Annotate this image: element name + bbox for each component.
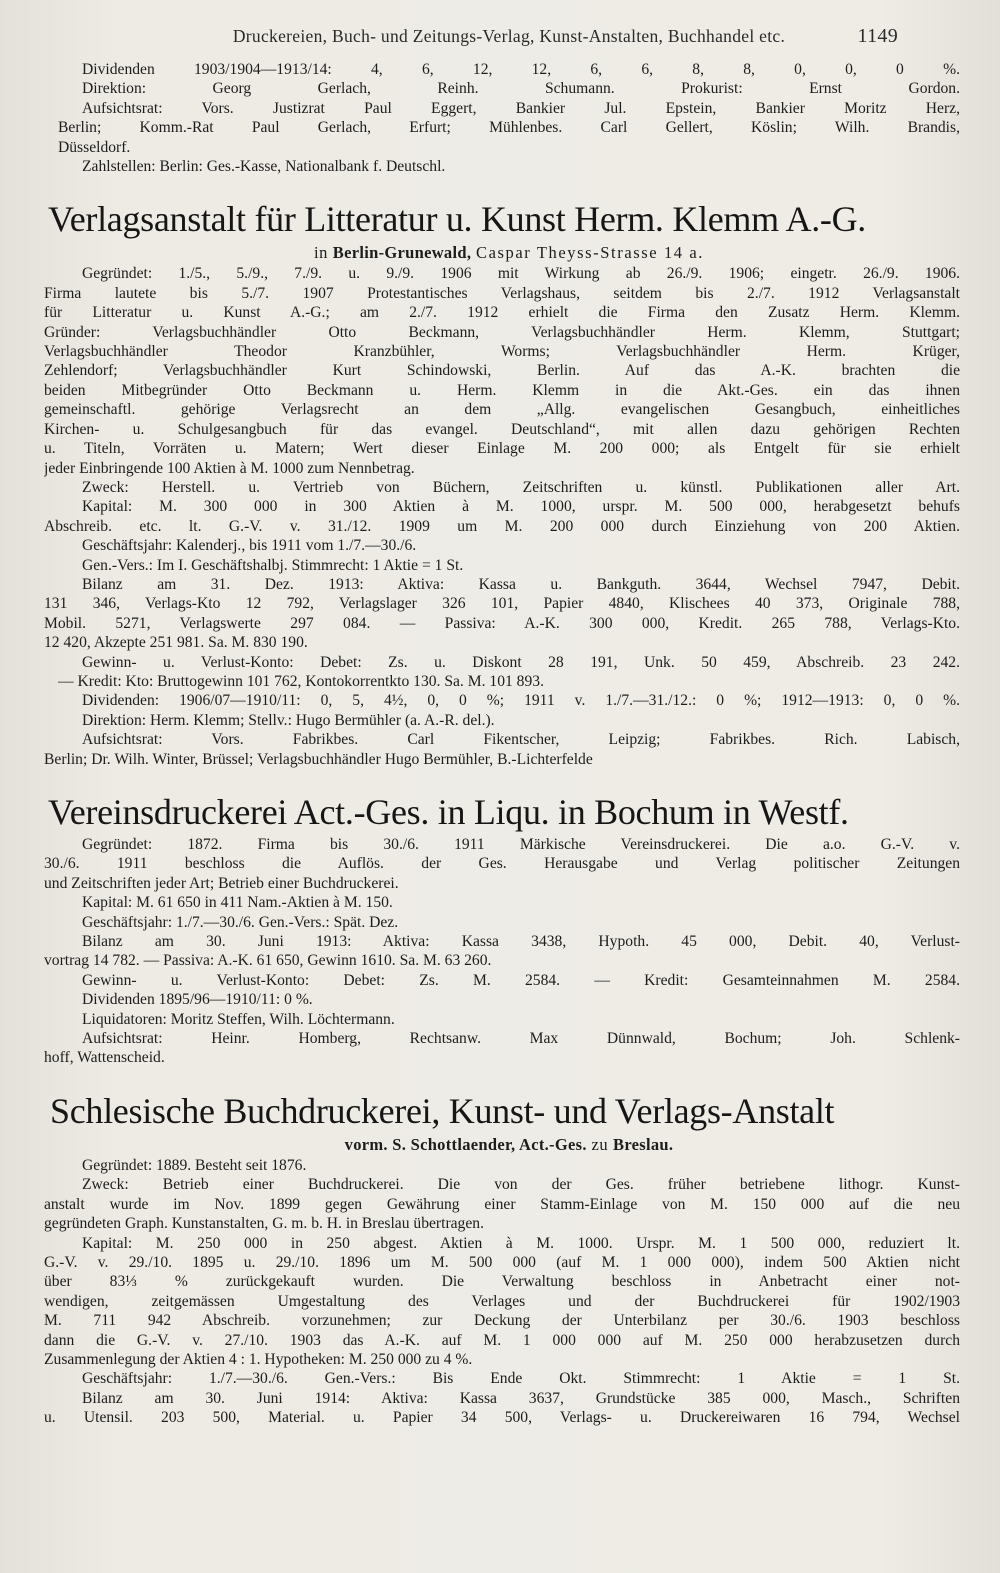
company-title: Vereinsdruckerei Act.-Ges. in Liqu. in Bochum in Westf. [48,792,849,832]
fiscal-year-line: Geschäftsjahr: Kalenderj., bis 1911 vom 1./7.—30./6. [82,537,417,555]
supervisory-board-line: Aufsichtsrat: Heinr. Homberg, Rechtsanw. Max Dünnwald, Bochum; Joh. Schlenk- [82,1030,960,1048]
body-line: Verlagsbuchhändler Theodor Kranzbühler, Worms; Verlagsbuchhändler Herm. Krüger, [44,343,960,361]
profit-loss-line: Gewinn- u. Verlust-Konto: Debet: Zs. u. Diskont 28 191, Unk. 50 459, Abschreib. 23 242. [82,653,960,671]
body-line: über 83⅓ % zurückgekauft wurden. Die Verwaltung beschloss in Anbetracht einer not- [44,1273,960,1291]
subtitle-prefix: vorm. S. Schottlaender, Act.-Ges. [344,1134,587,1154]
body-line: und Zeitschriften jeder Art; Betrieb einer Buchdruckerei. [44,874,399,892]
balance-line: u. Utensil. 203 500, Material. u. Papier 34 500, Verlags- u. Druckereiwaren 16 794, Wechsel [44,1409,960,1427]
capital-line: Kapital: M. 300 000 in 300 Aktien à M. 1000, urspr. M. 500 000, herabgesetzt behufs [82,498,960,516]
body-line: beiden Mitbegründer Otto Beckmann u. Herm. Klemm in die Akt.-Ges. ein das ihnen [44,381,960,399]
management-line: Direktion: Georg Gerlach, Reinh. Schumann. Prokurist: Ernst Gordon. [82,80,960,98]
section-vereinsdruckerei-bochum [44,791,960,1068]
body-line: 30./6. 1911 beschloss die Auflös. der Ges. Herausgabe und Verlag politischer Zeitungen [44,855,960,873]
balance-line: Mobil. 5271, Verlagswerte 297 084. — Passiva: A.-K. 300 000, Kredit. 265 788, Verlags-Kto. [44,614,960,632]
company-title: Schlesische Buchdruckerei, Kunst- und Verlags-Anstalt [50,1090,835,1131]
balance-line: Bilanz am 30. Juni 1914: Aktiva: Kassa 3637, Grundstücke 385 000, Masch., Schriften [82,1389,960,1407]
founded-line: Gegründet: 1872. Firma bis 30./6. 1911 Märkische Vereinsdruckerei. Die a.o. G.-V. v. [82,836,960,853]
purpose-line: Zweck: Betrieb einer Buchdruckerei. Die von der Ges. früher betriebene lithogr. Kunst- [82,1176,960,1194]
subtitle-prefix: in [313,243,329,263]
supervisory-board-line: hoff, Wattenscheid. [44,1049,165,1067]
dividends-line: Dividenden 1895/96—1910/11: 0 %. [82,991,313,1009]
body-line: gegründeten Graph. Kunstanstalten, G. m. b. H. in Breslau übertragen. [44,1215,484,1233]
supervisory-board-line: Aufsichtsrat: Vors. Justizrat Paul Eggert, Bankier Jul. Epstein, Bankier Moritz Herz, [82,99,960,117]
body-line: u. Titeln, Vorräten u. Matern; Wert dieser Einlage M. 200 000; als Entgelt für sie erhielt [44,440,960,458]
paying-agents-line: Zahlstellen: Berlin: Ges.-Kasse, Nationalbank f. Deutschl. [82,158,446,176]
page-number: 1149 [857,25,898,47]
body-line: Kirchen- u. Schulgesangbuch für das evangel. Deutschland“, mit allen dazu gehörigen Rechten [44,420,960,438]
body-line: gemeinschaftl. gehörige Verlagsrecht an dem „Allg. evangelischen Gesangbuch, einheitliches [44,401,960,419]
dividends-line: Dividenden: 1906/07—1910/11: 0, 5, 4½, 0, 0 %; 1911 v. 1./7.—31./12.: 0 %; 1912—1913: 0, 0 %. [82,692,960,710]
founded-line: Gegründet: 1889. Besteht seit 1876. [82,1156,307,1174]
balance-line: 131 346, Verlags-Kto 12 792, Verlagslager 326 101, Papier 4840, Klischees 40 373, Originale 788, [44,595,960,613]
founders-line: Gründer: Verlagsbuchhändler Otto Beckmann, Verlagsbuchhändler Herm. Klemm, Stuttgart; [44,323,960,341]
balance-line: vortrag 14 782. — Passiva: A.-K. 61 650, Gewinn 1610. Sa. M. 63 260. [44,952,492,970]
body-line: für Litteratur u. Kunst A.-G.; am 2./7. 1912 erhielt die Firma den Zusatz Herm. Klemm. [44,304,960,322]
section-verlagsanstalt-klemm [44,198,960,769]
supervisory-board-line: Berlin; Dr. Wilh. Winter, Brüssel; Verlagsbuchhändler Hugo Bermühler, B.-Lichterfelde [44,750,593,768]
body-line: dann die G.-V. v. 27./10. 1903 das A.-K. auf M. 1 000 000 auf M. 250 000 herabzusetzen durch [44,1331,960,1349]
body-line: anstalt wurde im Nov. 1899 gegen Gewährung einer Stamm-Einlage von M. 150 000 auf die neu [44,1195,960,1213]
body-line: Firma lautete bis 5./7. 1907 Protestantisches Verlagshaus, seitdem bis 2./7. 1912 Verlagsanstalt [44,284,960,302]
body-line: Zehlendorf; Verlagsbuchhändler Kurt Schindowski, Berlin. Auf das A.-K. brachten die [44,362,960,380]
company-title: Verlagsanstalt für Litteratur u. Kunst Herm. Klemm A.-G. [48,199,867,240]
balance-line: Bilanz am 30. Juni 1913: Aktiva: Kassa 3438, Hypoth. 45 000, Debit. 40, Verlust- [82,933,960,951]
balance-line: Bilanz am 31. Dez. 1913: Aktiva: Kassa u. Bankguth. 3644, Wechsel 7947, Debit. [82,575,960,593]
dividends-line: Dividenden 1903/1904—1913/14: 4, 6, 12, 12, 6, 6, 8, 8, 0, 0, 0 %. [82,61,960,78]
profit-loss-line: — Kredit: Kto: Bruttogewinn 101 762, Kontokorrentkto 130. Sa. M. 101 893. [58,672,544,690]
supervisory-board-line: Düsseldorf. [58,138,131,156]
founded-line: Gegründet: 1./5., 5./9., 7./9. u. 9./9. 1906 mit Wirkung ab 26./9. 1906; eingetr. 26./9. 1906. [82,265,960,283]
running-header [58,20,960,52]
body-line: M. 711 942 Abschreib. vorzunehmen; zur Deckung der Unterbilanz per 30./6. 1903 beschloss [44,1312,960,1330]
section-schlesische-buchdruckerei [44,1090,960,1428]
body-line: G.-V. v. 29./10. 1895 u. 29./10. 1896 um M. 500 000 (auf M. 1 000 000), indem 500 Aktien nicht [44,1253,960,1271]
body-line: jeder Einbringende 100 Aktien à M. 1000 zum Nennbetrag. [44,459,415,477]
supervisory-board-line: Aufsichtsrat: Vors. Fabrikbes. Carl Fikentscher, Leipzig; Fabrikbes. Rich. Labisch, [82,731,960,749]
section-previous-company [58,60,960,176]
header-title: Druckereien, Buch- und Zeitungs-Verlag, Kunst-Anstalten, Buchhandel etc. [232,26,786,46]
management-line: Direktion: Herm. Klemm; Stellv.: Hugo Bermühler (a. A.-R. del.). [82,711,495,729]
liquidators-line: Liquidatoren: Moritz Steffen, Wilh. Löchtermann. [82,1010,395,1028]
capital-line: Kapital: M. 61 650 in 411 Nam.-Aktien à M. 150. [82,894,393,912]
company-subtitle [58,1134,960,1155]
company-subtitle [58,242,960,263]
subtitle-place: Berlin-Grunewald, [332,243,472,263]
capital-line: Kapital: M. 250 000 in 250 abgest. Aktien à M. 1000. Urspr. M. 1 500 000, reduziert lt. [82,1234,960,1252]
fiscal-year-line: Geschäftsjahr: 1./7.—30./6. Gen.-Vers.: Bis Ende Okt. Stimmrecht: 1 Aktie = 1 St. [82,1370,960,1388]
body-line: wendigen, zeitgemässen Umgestaltung des Verlages und der Buchdruckerei für 1902/1903 [44,1292,960,1310]
balance-line: 12 420, Akzepte 251 981. Sa. M. 830 190. [44,634,308,652]
fiscal-year-line: Geschäftsjahr: 1./7.—30./6. Gen.-Vers.: Spät. Dez. [82,913,399,931]
profit-loss-line: Gewinn- u. Verlust-Konto: Debet: Zs. M. 2584. — Kredit: Gesamteinnahmen M. 2584. [82,971,960,989]
general-meeting-line: Gen.-Vers.: Im I. Geschäftshalbj. Stimmrecht: 1 Aktie = 1 St. [82,556,464,574]
subtitle-address: Caspar Theyss-Strasse 14 a. [475,243,705,263]
body-line: Abschreib. etc. lt. G.-V. v. 31./12. 1909 um M. 200 000 durch Einziehung von 200 Aktien. [44,517,960,535]
subtitle-mid: zu [591,1134,609,1154]
supervisory-board-line: Berlin; Komm.-Rat Paul Gerlach, Erfurt; Mühlenbes. Carl Gellert, Köslin; Wilh. Brandis, [58,119,960,137]
subtitle-place: Breslau. [613,1134,674,1154]
mortgages-line: Zusammenlegung der Aktien 4 : 1. Hypotheken: M. 250 000 zu 4 %. [44,1350,473,1368]
purpose-line: Zweck: Herstell. u. Vertrieb von Büchern, Zeitschriften u. künstl. Publikationen aller Art. [82,478,960,496]
